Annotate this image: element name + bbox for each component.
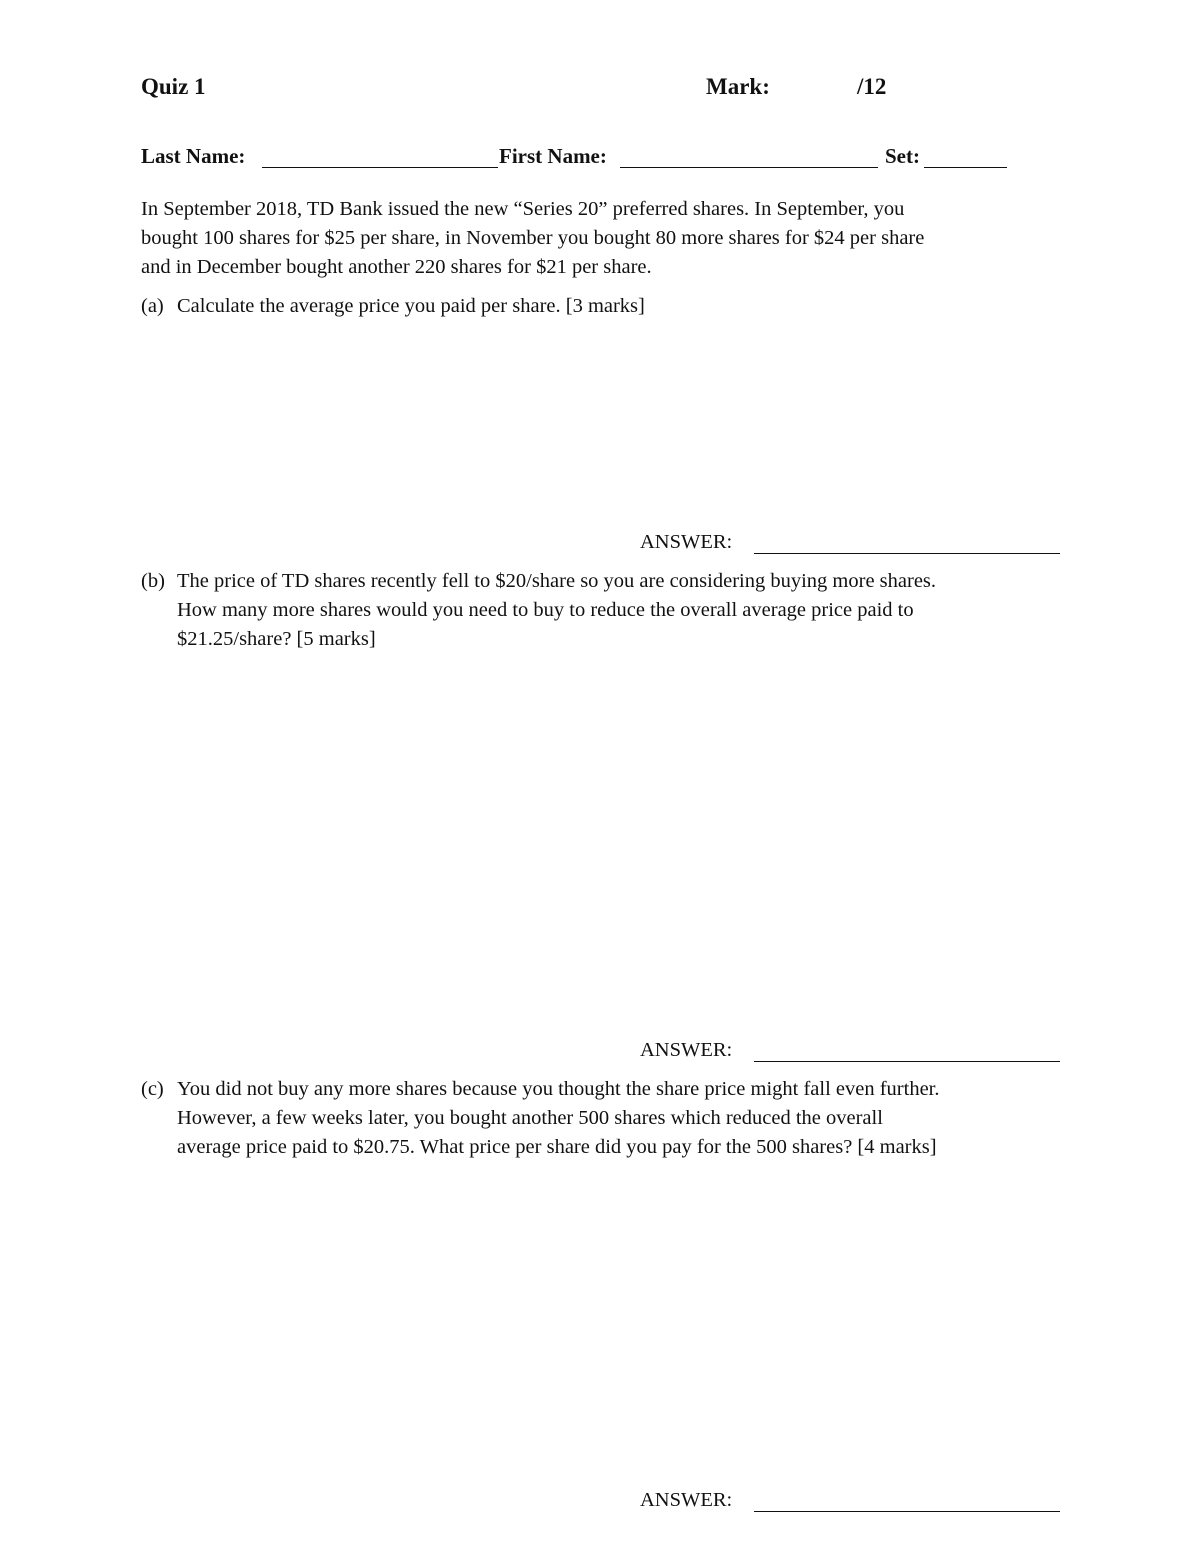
answer-a-label: ANSWER: xyxy=(640,531,733,553)
mark-total: /12 xyxy=(857,74,887,99)
question-c-line-3: average price paid to $20.75. What price per share did you pay for the 500 shares? [4 marks] xyxy=(177,1136,937,1158)
intro-line-2: bought 100 shares for $25 per share, in November you bought 80 more shares for $24 per share xyxy=(141,227,925,249)
last-name-label: Last Name: xyxy=(141,144,246,168)
mark-label: Mark: xyxy=(706,74,770,99)
question-a-label: (a) xyxy=(141,295,164,317)
question-b-label: (b) xyxy=(141,570,165,592)
question-b-line-3: $21.25/share? [5 marks] xyxy=(177,628,376,650)
quiz-title: Quiz 1 xyxy=(141,74,206,99)
answer-b-label: ANSWER: xyxy=(640,1039,733,1061)
intro-line-1: In September 2018, TD Bank issued the new “Series 20” preferred shares. In September, you xyxy=(141,198,905,220)
question-a-line-1: Calculate the average price you paid per share. [3 marks] xyxy=(177,295,645,317)
question-c-label: (c) xyxy=(141,1078,164,1100)
question-c-line-1: You did not buy any more shares because you thought the share price might fall even further. xyxy=(177,1078,940,1100)
last-name-field[interactable] xyxy=(262,167,498,168)
first-name-field[interactable] xyxy=(620,167,878,168)
first-name-label: First Name: xyxy=(499,144,607,168)
set-label: Set: xyxy=(885,144,920,168)
answer-a-field[interactable] xyxy=(754,553,1060,554)
question-b-line-1: The price of TD shares recently fell to $20/share so you are considering buying more shares. xyxy=(177,570,937,592)
intro-line-3: and in December bought another 220 shares for $21 per share. xyxy=(141,256,652,278)
set-field[interactable] xyxy=(924,167,1007,168)
answer-c-field[interactable] xyxy=(754,1511,1060,1512)
answer-c-label: ANSWER: xyxy=(640,1489,733,1511)
answer-b-field[interactable] xyxy=(754,1061,1060,1062)
question-c-line-2: However, a few weeks later, you bought another 500 shares which reduced the overall xyxy=(177,1107,883,1129)
question-b-line-2: How many more shares would you need to buy to reduce the overall average price paid to xyxy=(177,599,914,621)
